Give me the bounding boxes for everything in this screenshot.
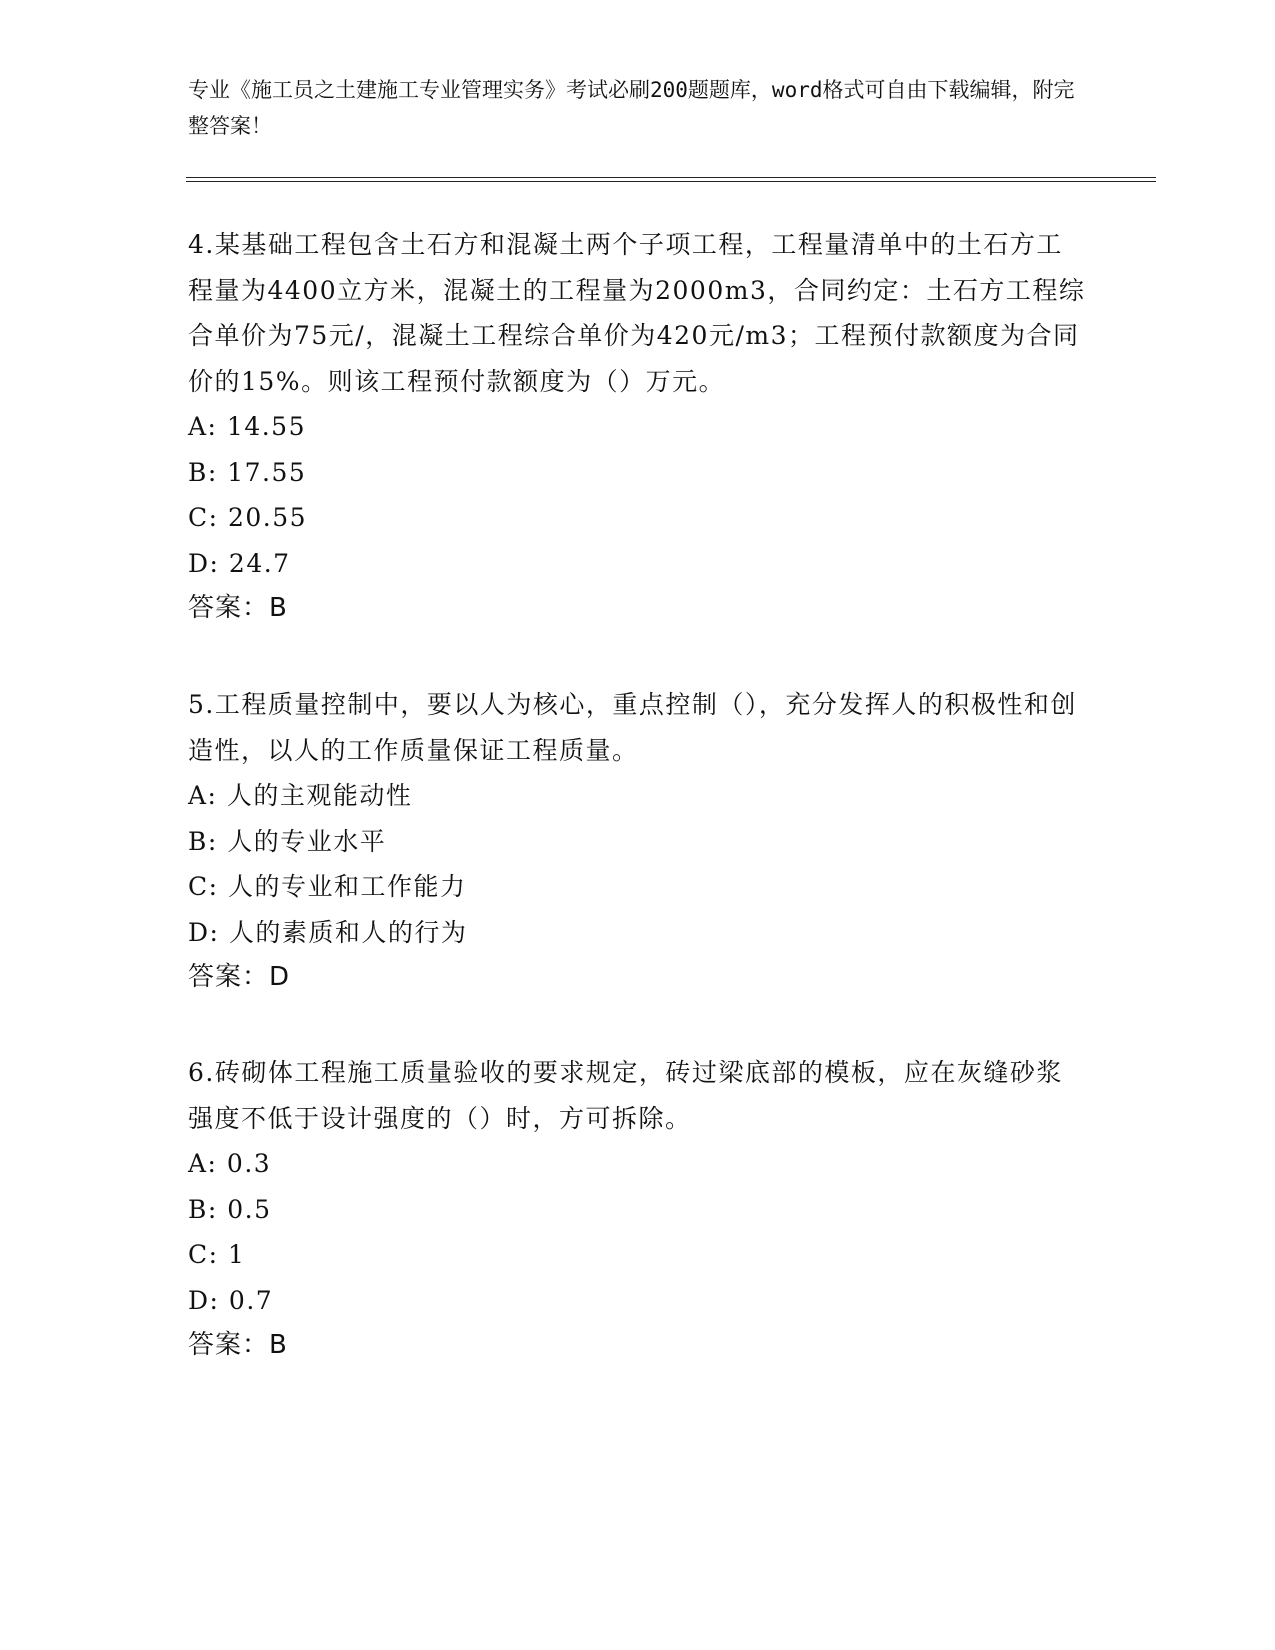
option-d: D: 人的素质和人的行为 bbox=[188, 917, 468, 947]
question-6 bbox=[188, 1050, 1088, 1369]
question-stem: 4.某基础工程包含土石方和混凝土两个子项工程，工程量清单中的土石方工程量为4400立方米，混凝土的工程量为2000m3，合同约定：土石方工程综合单价为75元/，混凝土工程综合单价为420元/m3；工程预付款额度为合同价的15%。则该工程预付款额度为（）万元。 bbox=[188, 230, 1086, 396]
option-b: B: 0.5 bbox=[188, 1194, 272, 1224]
question-stem: 6.砖砌体工程施工质量验收的要求规定，砖过梁底部的模板，应在灰缝砂浆强度不低于设计强度的（）时，方可拆除。 bbox=[188, 1058, 1063, 1133]
option-c: C: 人的专业和工作能力 bbox=[188, 872, 467, 901]
option-a: A: 人的主观能动性 bbox=[188, 781, 413, 810]
option-c: C: 1 bbox=[188, 1240, 246, 1269]
option-d: D: 0.7 bbox=[188, 1285, 274, 1315]
option-b: B: 人的专业水平 bbox=[188, 826, 387, 856]
question-stem: 5.工程质量控制中，要以人为核心，重点控制（），充分发挥人的积极性和创造性，以人的工作质量保证工程质量。 bbox=[188, 690, 1077, 765]
option-a: A: 0.3 bbox=[188, 1149, 272, 1178]
answer-text: 答案：B bbox=[188, 1330, 288, 1360]
answer-text: 答案：D bbox=[188, 962, 291, 992]
header-divider bbox=[186, 177, 1156, 182]
option-a: A: 14.55 bbox=[188, 412, 306, 441]
option-d: D: 24.7 bbox=[188, 548, 291, 578]
option-b: B: 17.55 bbox=[188, 457, 307, 487]
answer-text: 答案：B bbox=[188, 593, 288, 623]
question-4 bbox=[188, 222, 1088, 632]
page-header: 专业《施工员之土建施工专业管理实务》考试必刷200题题库，word格式可自由下载编辑，附完整答案！ bbox=[188, 78, 1075, 138]
question-5 bbox=[188, 682, 1088, 1001]
option-c: C: 20.55 bbox=[188, 503, 308, 532]
